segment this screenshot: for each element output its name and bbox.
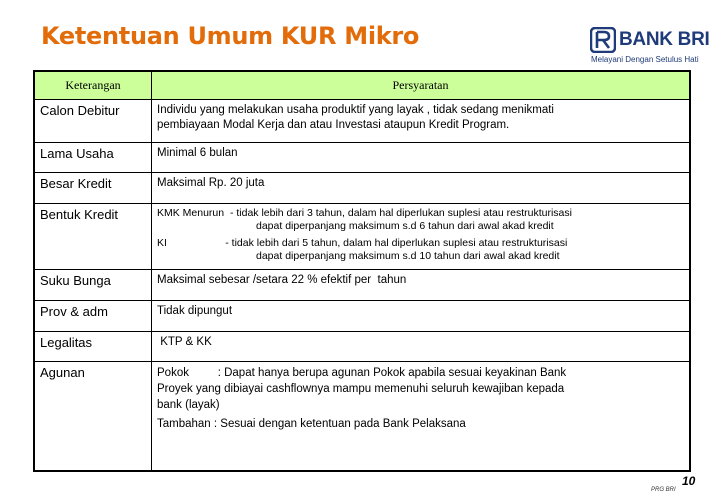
value-line: Tambahan : Sesuai dengan ketentuan pada Bank Pelaksana [157, 418, 466, 430]
value-line: bank (layak) [157, 399, 220, 411]
row-label: Bentuk Kredit [34, 204, 152, 270]
value-line: dapat diperpanjang maksimum s.d 10 tahun dari awal akad kredit [256, 250, 560, 262]
table-header-row [34, 71, 690, 100]
value-line: dapat diperpanjang maksimum s.d 6 tahun dari awal akad kredit [256, 220, 554, 232]
page-number: 10 [682, 474, 696, 488]
row-label: Legalitas [34, 332, 152, 362]
value-line: Individu yang melakukan usaha produktif yang layak , tidak sedang menikmati [157, 104, 554, 116]
row-label: Lama Usaha [34, 143, 152, 173]
logo-tagline: Melayani Dengan Setulus Hati [591, 55, 699, 64]
value-line: Minimal 6 bulan [157, 147, 238, 159]
footer-label: PRG BRI [651, 487, 676, 493]
value-line: KTP & KK [157, 336, 212, 348]
table-row [34, 362, 690, 472]
row-label: Prov & adm [34, 301, 152, 332]
header-persyaratan: Persyaratan [152, 71, 691, 100]
table-row [34, 332, 690, 362]
table-row [34, 100, 690, 143]
header-keterangan: Keterangan [34, 71, 152, 100]
row-label: Calon Debitur [34, 100, 152, 143]
value-line: Proyek yang dibiayai cashflownya mampu memenuhi seluruh kewajiban kepada [157, 383, 565, 395]
row-label: Besar Kredit [34, 173, 152, 204]
row-label: Suku Bunga [34, 270, 152, 301]
logo-name: BANK BRI [619, 29, 710, 50]
value-line: Maksimal sebesar /setara 22 % efektif per tahun [157, 274, 407, 286]
row-value [152, 143, 691, 173]
row-value [152, 301, 691, 332]
table-row [34, 204, 690, 270]
table-row [34, 301, 690, 332]
value-line: pembiayaan Modal Kerja dan atau Investasi ataupun Kredit Program. [157, 119, 510, 131]
row-value [152, 270, 691, 301]
bri-logo-icon [590, 27, 616, 53]
row-value [152, 100, 691, 143]
value-line: Maksimal Rp. 20 juta [157, 177, 265, 189]
row-value [152, 332, 691, 362]
table-row [34, 143, 690, 173]
row-value [152, 204, 691, 270]
value-line: KI - tidak lebih dari 5 tahun, dalam hal diperlukan suplesi atau restrukturisasi [157, 237, 568, 249]
value-line: Pokok : Dapat hanya berupa agunan Pokok apabila sesuai keyakinan Bank [157, 367, 567, 379]
bank-bri-logo [590, 26, 712, 66]
slide-title: Ketentuan Umum KUR Mikro [41, 22, 420, 50]
value-line: KMK Menurun - tidak lebih dari 3 tahun, dalam hal diperlukan suplesi atau restrukturisasi [157, 207, 572, 219]
table-row [34, 270, 690, 301]
row-label: Agunan [34, 362, 152, 472]
row-value [152, 173, 691, 204]
row-value [152, 362, 691, 472]
value-line: Tidak dipungut [157, 305, 233, 317]
kur-table [33, 70, 691, 472]
table-row [34, 173, 690, 204]
